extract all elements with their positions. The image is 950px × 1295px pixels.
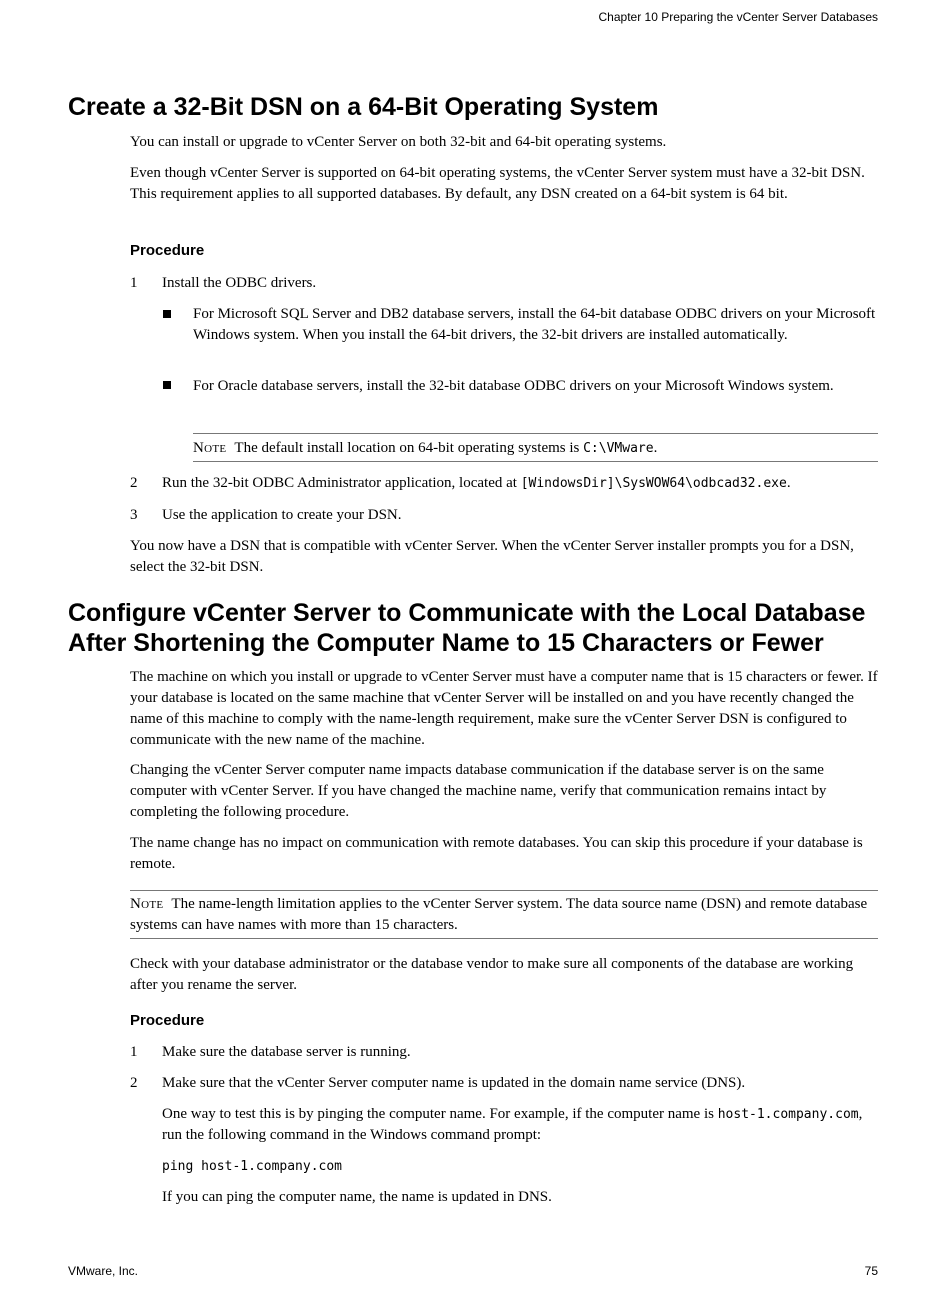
paragraph: Changing the vCenter Server computer name impacts database communication if the database server is on the same computer with vCenter Server. If you have changed the machine name, verify that communication remains intact by completing the following procedure. [130, 762, 827, 820]
note-divider-bottom [193, 461, 878, 462]
paragraph: The machine on which you install or upgrade to vCenter Server must have a computer name that is 15 characters or fewer. If your database is located on the same machine that vCenter Server will be installed on and you have recently changed the name of this machine to comply with the name-length requirement, make sure the vCenter Server DSN is configured to communicate with the new name of the machine. [130, 669, 878, 748]
bullet-icon [163, 381, 171, 389]
section-title-configure-vcenter: Configure vCenter Server to Communicate with the Local Database After Shortening the Computer Name to 15 Characters or Fewer [68, 599, 866, 657]
step-text: Install the ODBC drivers. [162, 275, 317, 291]
code-path: [WindowsDir]\SysWOW64\odbcad32.exe [520, 476, 787, 491]
intro-paragraph: You can install or upgrade to vCenter Server on both 32-bit and 64-bit operating systems. [130, 134, 667, 150]
step-number: 2 [130, 1075, 138, 1091]
note-divider-top [193, 433, 878, 434]
code-command: ping host-1.company.com [162, 1159, 343, 1174]
note-name-length: Note The name-length limitation applies to the vCenter Server system. The data source name (DSN) and remote database systems can have names with more than 15 characters. [130, 896, 868, 933]
requirement-paragraph: Even though vCenter Server is supported on 64-bit operating systems, the vCenter Server system must have a 32-bit DSN. This requirement applies to all supported databases. By default, any DSN created on a 64-bit system is 64 bit. [130, 165, 865, 202]
procedure-heading: Procedure [130, 1012, 205, 1029]
step-number: 3 [130, 507, 138, 523]
bullet-icon [163, 310, 171, 318]
note-label: Note [130, 896, 164, 912]
step-result: If you can ping the computer name, the name is updated in DNS. [162, 1189, 552, 1205]
footer-company: VMware, Inc. [68, 1264, 139, 1278]
note-divider-top [130, 890, 878, 891]
procedure-heading: Procedure [130, 242, 205, 259]
step-text: Make sure the database server is running. [162, 1044, 411, 1060]
step-text: Use the application to create your DSN. [162, 507, 402, 523]
note-label: Note [193, 440, 227, 456]
step-number: 1 [130, 1044, 138, 1060]
step-number: 2 [130, 475, 138, 491]
step-text: Run the 32-bit ODBC Administrator application, located at [WindowsDir]\SysWOW64\odbcad32.exe. [162, 475, 791, 491]
step-detail: One way to test this is by pinging the computer name. For example, if the computer name is host-1.company.com, run the following command in the Windows command prompt: [162, 1106, 863, 1143]
outro-paragraph: You now have a DSN that is compatible with vCenter Server. When the vCenter Server installer prompts you for a DSN, select the 32-bit DSN. [130, 538, 854, 575]
page-number: 75 [864, 1264, 878, 1278]
running-header: Chapter 10 Preparing the vCenter Server Databases [598, 10, 878, 24]
step-text: Make sure that the vCenter Server computer name is updated in the domain name service (DNS). [162, 1075, 746, 1091]
note-divider-bottom [130, 938, 878, 939]
code-hostname: host-1.company.com [717, 1107, 859, 1122]
paragraph: Check with your database administrator or the database vendor to make sure all components of the database are working after you rename the server. [130, 956, 854, 993]
section-title-32bit-dsn: Create a 32-Bit DSN on a 64-Bit Operating System [68, 93, 659, 121]
bullet-item-sql-db2: For Microsoft SQL Server and DB2 database servers, install the 64-bit database ODBC drivers on your Microsoft Windows system. When you install the 64-bit drivers, the 32-bit drivers are installed automatically. [193, 306, 876, 343]
step-number: 1 [130, 275, 138, 291]
code-path: C:\VMware [583, 441, 654, 456]
bullet-item-oracle: For Oracle database servers, install the 32-bit database ODBC drivers on your Microsoft Windows system. [193, 378, 834, 394]
note-default-location: Note The default install location on 64-bit operating systems is C:\VMware. [193, 440, 658, 456]
paragraph: The name change has no impact on communication with remote databases. You can skip this procedure if your database is remote. [130, 835, 863, 872]
